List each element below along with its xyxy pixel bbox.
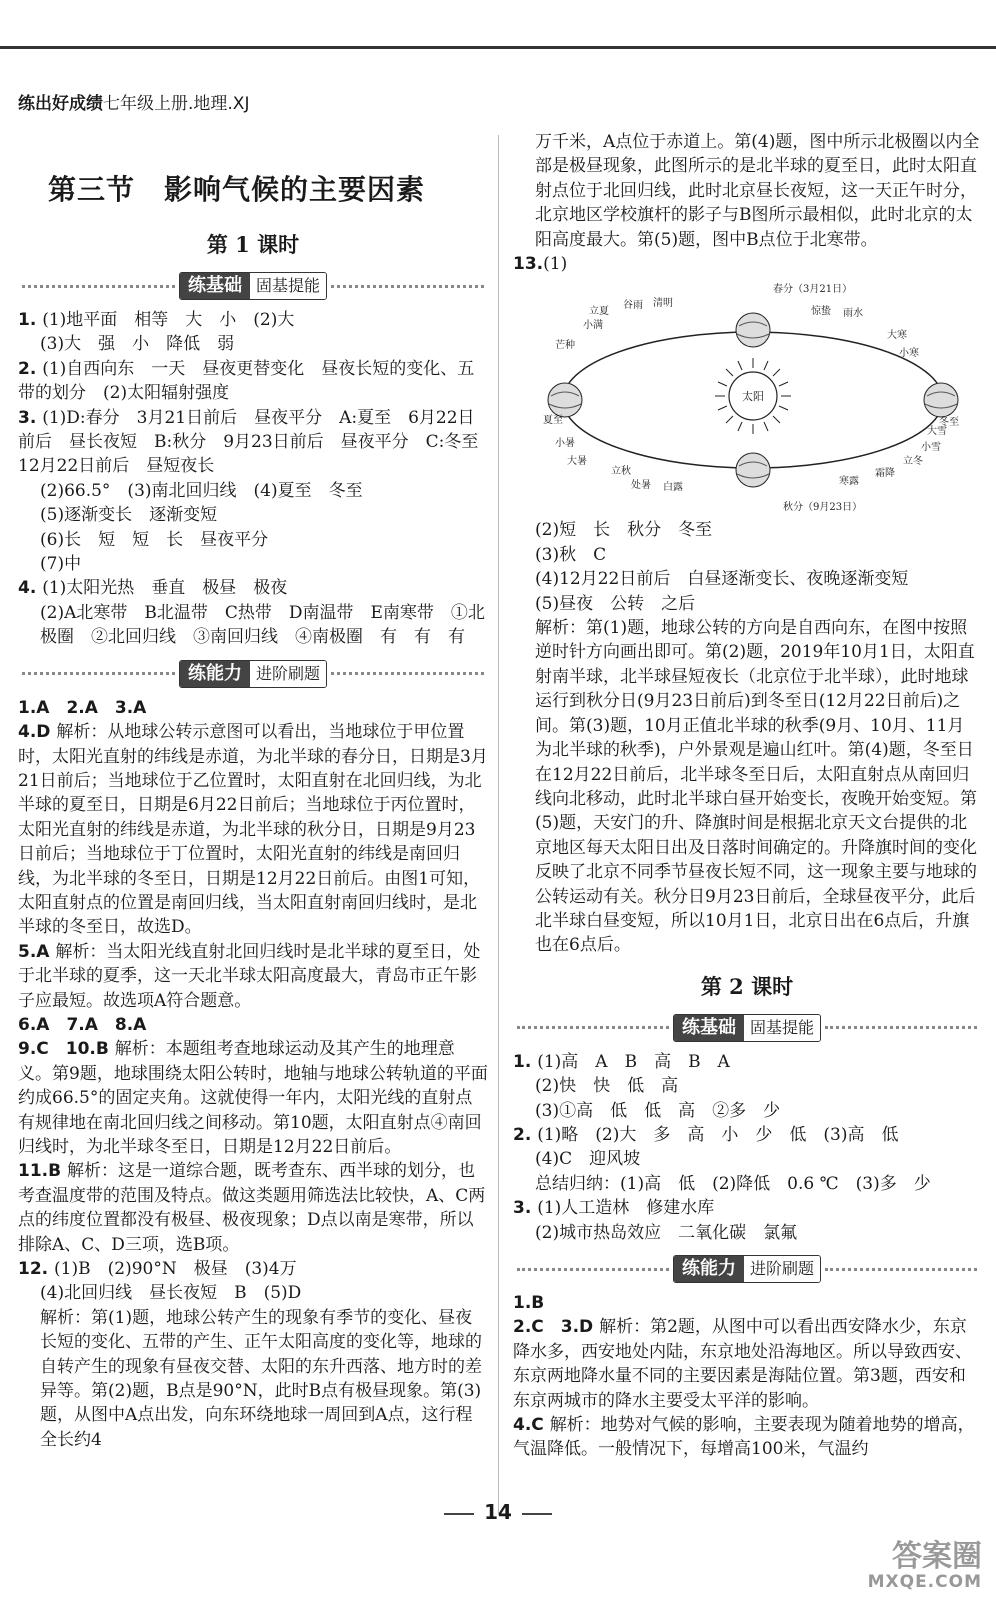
left-basic-item: [18, 332, 488, 356]
answer-text: 解析：第2题，从图中可以看出西安降水少，东京降水多，西安地处内陆，东京地处沿海地区。所以导致西安、东京两地降水量不同的主要因素是海陆位置。第3题，西安和东京两城市的降水主要受太平洋的影响。: [513, 1317, 972, 1411]
earth-spring-icon: [736, 313, 770, 347]
right-ability-item: [513, 1413, 981, 1462]
left-ability-item: [18, 1037, 488, 1159]
question-number: 9.C 10.B: [18, 1039, 115, 1060]
q13-answer-line: (5)昼夜 公转 之后: [535, 593, 696, 614]
spring-label: 春分（3月21日）: [773, 284, 853, 296]
solar-term-label: 立冬: [903, 456, 923, 468]
left-basic-item: [18, 528, 488, 552]
answer-text: (1)自西向东 一天 昼夜更替变化 昼夜长短的变化、五带的划分 (2)太阳辐射强度: [18, 358, 475, 404]
solar-term-label: 小雪: [921, 442, 941, 454]
lesson-2-title: 第 2 课时: [700, 973, 794, 999]
orbit-svg: [543, 278, 963, 518]
answer-text: (5)逐渐变长 逐渐变短: [40, 505, 218, 526]
question-number: 2.C 3.D: [513, 1317, 600, 1338]
page-number-value: 14: [484, 1500, 512, 1524]
winter-label: 冬至: [939, 417, 959, 429]
right-basic-item: [513, 1221, 981, 1245]
solar-term-label: 小满: [583, 320, 603, 332]
autumn-label: 秋分（9月23日）: [783, 502, 863, 514]
answer-text: 总结归纳：(1)高 低 (2)降低 0.6 ℃ (3)多 少: [535, 1173, 931, 1194]
left-column: [18, 132, 496, 1452]
header-brand: 练出好成绩: [18, 94, 103, 114]
right-basic-answers: [513, 1050, 981, 1245]
answer-text: (1)地平面 相等 大 小 (2)大: [42, 310, 295, 330]
answer-text: (1)人工造林 修建水库: [537, 1198, 715, 1219]
q13-number: 13.: [513, 254, 544, 275]
left-ability-item: [18, 1281, 488, 1305]
ability-banner-2: [513, 1251, 981, 1287]
right-basic-item: [513, 1050, 981, 1074]
question-number: 2.: [513, 1124, 538, 1145]
left-basic-item: [18, 503, 488, 527]
column-divider: [498, 135, 499, 1515]
question-number: 3.: [513, 1198, 538, 1219]
summer-label: 夏至: [543, 415, 563, 427]
left-basic-answers: [18, 308, 496, 650]
lesson-1-title: 第 1 课时: [206, 232, 300, 257]
q13-answers: [513, 518, 981, 616]
answer-text: (1)高 A B 高 B A: [537, 1051, 730, 1072]
answer-text: (2)城市热岛效应 二氧化碳 氯氟: [535, 1222, 798, 1243]
left-ability-item: [18, 1257, 488, 1281]
ability-badge-sub-2: 进阶刷题: [744, 1256, 820, 1282]
basic-badge-sub: 固基提能: [250, 273, 326, 299]
question-number: 3.: [18, 407, 43, 428]
question-number: 1.: [513, 1051, 538, 1072]
ability-badge-label-2: 练能力: [674, 1256, 744, 1282]
right-basic-item: [513, 1172, 981, 1196]
answer-text: (4)北回归线 昼长夜短 B (5)D: [40, 1283, 302, 1304]
solar-term-label: 大寒: [887, 330, 907, 342]
right-basic-item: [513, 1074, 981, 1098]
right-ability-item: [513, 1291, 981, 1315]
solar-term-label: 白露: [663, 482, 683, 494]
watermark-url: MXQE.COM: [867, 1571, 982, 1592]
ability-badge-label: 练能力: [180, 661, 250, 687]
watermark: [867, 1539, 982, 1594]
answer-text: 解析：本题组考查地球运动及其产生的地理意义。第9题，地球围绕太阳公转时，地轴与地球公转轨道的平面约成66.5°的固定夹角。这就使得一年内，太阳光线的直射点有规律地在南北回归线之间移动。第10题，太阳直射点④南回归线时，为北半球冬至日，日期是12月22日前后。: [18, 1039, 488, 1157]
left-ability-item: [18, 1306, 488, 1452]
answer-text: (7)中: [40, 554, 82, 575]
question-number: 4.: [18, 578, 43, 599]
left-ability-answers: [18, 696, 488, 1453]
earth-autumn-icon: [736, 453, 770, 487]
left-basic-item: [18, 406, 496, 479]
answer-text: (4)C 迎风坡: [535, 1149, 641, 1170]
running-header: [18, 92, 249, 116]
earth-winter-icon: [924, 383, 958, 417]
question-number: 4.D: [18, 722, 57, 743]
solar-term-label: 处暑: [631, 480, 651, 492]
basic-banner: [18, 268, 488, 304]
q13-analysis: 解析：第(1)题，地球公转的方向是自西向东，在图中按照逆时针方向画出即可。第(2)题，2019年10月1日，太阳直射南半球，北半球昼短夜长（北京位于北半球），此时地球运行到秋分日(9月23日前后)到冬至日(12月22日前后)之间。第(3)题，10月正值北半球的秋季(9月、10月、11月为北半球的秋季)，户外景观是遍山红叶。第(4)题，冬至日在12月22日前后，北半球冬至日后，太阳直射点从南回归线向北移动，此时北半球白昼开始变长，夜晚开始变短。第(5)题，天安门的升、降旗时间是根据北京天文台提供的北京地区每天太阳日出及日落时间确定的。升降旗时间的变化反映了北京不同季节昼夜长短不同，这一现象主要与地球的公转运动有关。秋分日9月23日前后，全球昼夜平分，此后北半球白昼变短，所以10月1日，北京日出在6点后，升旗也在6点后。: [535, 618, 977, 956]
basic-badge-sub-2: 固基提能: [744, 1015, 820, 1041]
right-column: [513, 130, 981, 1462]
right-basic-item: [513, 1147, 981, 1171]
answer-text: (2)快 快 低 高: [535, 1076, 679, 1097]
question-number: 1.A 2.A 3.A: [18, 697, 147, 718]
question-number: 1.: [18, 310, 43, 330]
solar-term-label: 立秋: [611, 466, 631, 478]
right-basic-item: [513, 1099, 981, 1123]
left-ability-item: [18, 696, 488, 720]
answer-text: 解析：第(1)题，地球公转产生的现象有季节的变化、昼夜长短的变化、五带的产生、正午太阳高度的变化等，地球的自转产生的现象有昼夜交替、太阳的东升西落、地方时的差异等。第(2)题，B点是90°N，此时B点有极昼现象。第(3)题，从图中A点出发，向东环绕地球一周回到A点，这行程全长约4: [40, 1307, 482, 1450]
solar-term-label: 小暑: [555, 438, 575, 450]
answer-text: (1)太阳光热 垂直 极昼 极夜: [42, 578, 288, 599]
left-basic-item: [18, 552, 488, 576]
right-basic-item: [513, 1196, 981, 1220]
solar-term-label: 寒露: [839, 476, 859, 488]
left-basic-item: [18, 308, 488, 332]
left-basic-item: [18, 357, 488, 406]
left-basic-item: [18, 601, 488, 650]
basic-banner-2: [513, 1010, 981, 1046]
left-ability-item: [18, 1159, 488, 1257]
answer-text: (2)66.5° (3)南北回归线 (4)夏至 冬至: [40, 480, 363, 501]
left-ability-item: [18, 1013, 488, 1037]
left-basic-item: [18, 576, 488, 600]
q12-continuation: 万千米，A点位于赤道上。第(4)题，图中所示北极圈以内全部是极昼现象，此图所示的是北半球的夏至日，此时太阳直射点位于北回归线，此时北京昼长夜短，这一天正午时分，北京地区学校旗杆的影子与B图所示最相似，此时北京的太阳高度最大。第(5)题，图中B点位于北寒带。: [535, 132, 980, 250]
question-number: 5.A: [18, 941, 56, 962]
q13-answer-line: (4)12月22日前后 白昼逐渐变长、夜晚逐渐变短: [535, 569, 909, 590]
q13-answer-line: (3)秋 C: [535, 544, 607, 565]
right-basic-item: [513, 1123, 981, 1147]
q13-first-line: [513, 252, 981, 276]
answer-text: 解析：从地球公转示意图可以看出，当地球位于甲位置时，太阳光直射的纬线是赤道，为北半球的春分日，日期是3月21日前后；当地球位于乙位置时，太阳直射在北回归线，为北半球的夏至日，日期是6月22日前后；当地球位于丙位置时，太阳光直射的纬线是赤道，为北半球的秋分日，日期是9月23日前后；当地球位于丁位置时，太阳光直射的纬线是南回归线，为北半球的冬至日，日期是12月22日前后。由图1可知，太阳直射点的位置是南回归线，当太阳直射南回归线时，是北半球的冬至日，故选D。: [18, 722, 488, 938]
answer-text: (2)A北寒带 B北温带 C热带 D南温带 E南寒带 ①北极圈 ②北回归线 ③南回归线 ④南极圈 有 有 有: [40, 602, 485, 648]
answer-text: (3)大 强 小 降低 弱: [40, 334, 235, 355]
ability-banner: [18, 656, 488, 692]
answer-text: (3)①高 低 低 高 ②多 少: [535, 1100, 781, 1121]
solar-term-label: 大暑: [567, 456, 587, 468]
question-number: 11.B: [18, 1161, 67, 1182]
answer-text: (1)D:春分 3月21日前后 昼夜平分 A:夏至 6月22日前后 昼长夜短 B:秋分 9月23日前后 昼夜平分 C:冬至 12月22日前后 昼短夜长: [18, 407, 496, 477]
top-rule: [0, 46, 996, 49]
question-number: 2.: [18, 358, 43, 379]
right-ability-answers: [513, 1291, 981, 1462]
solar-term-label: 立夏: [589, 306, 609, 318]
solar-term-label: 大雪: [927, 426, 947, 438]
left-ability-item: [18, 720, 488, 940]
right-ability-item: [513, 1315, 981, 1413]
q13-part-one: (1): [543, 254, 568, 275]
left-ability-item: [18, 940, 488, 1013]
header-subject: 七年级上册.地理.XJ: [103, 94, 250, 114]
question-number: 12.: [18, 1259, 55, 1280]
solar-term-label: 小寒: [899, 348, 919, 360]
left-basic-item: [18, 479, 488, 503]
watermark-title: 答案圈: [892, 1539, 982, 1575]
solar-term-label: 霜降: [875, 468, 895, 480]
sun-label: 太阳: [742, 390, 764, 404]
solar-term-label: 谷雨: [623, 300, 643, 312]
ability-badge-sub: 进阶刷题: [250, 661, 326, 687]
earth-orbit-diagram: [543, 278, 963, 518]
q13-answer-line: (2)短 长 秋分 冬至: [535, 520, 713, 541]
basic-badge-label-2: 练基础: [674, 1015, 744, 1041]
solar-term-label: 芒种: [555, 340, 575, 352]
question-number: 4.C: [513, 1415, 550, 1436]
question-number: 6.A 7.A 8.A: [18, 1014, 147, 1035]
answer-text: 解析：这是一道综合题，既考查东、西半球的划分，也考查温度带的范围及特点。做这类题用筛选法比较快，A、C两点的纬度位置都没有极昼、极夜现象；D点以南是寒带，所以排除A、C、D三项，选B项。: [18, 1161, 486, 1255]
answer-text: 解析：当太阳光线直射北回归线时是北半球的夏至日，处于北半球的夏季，这一天北半球太阳高度最大，青岛市正午影子应最短。故选项A符合题意。: [18, 941, 481, 1011]
answer-text: 解析：地势对气候的影响，主要表现为随着地势的增高，气温降低。一般情况下，每增高100米，气温约: [513, 1415, 975, 1460]
answer-text: (6)长 短 短 长 昼夜平分: [40, 529, 269, 550]
solar-term-label: 雨水: [843, 308, 863, 320]
basic-badge-label: 练基础: [180, 273, 250, 299]
solar-term-label: 清明: [653, 298, 673, 310]
solar-term-label: 惊蛰: [811, 306, 831, 318]
earth-summer-icon: [548, 383, 582, 417]
page-number: [0, 1500, 996, 1524]
answer-text: (1)B (2)90°N 极昼 (3)4万: [54, 1259, 297, 1280]
section-title: 第三节 影响气候的主要因素: [48, 173, 426, 206]
question-number: 1.B: [513, 1293, 545, 1313]
answer-text: (1)略 (2)大 多 高 小 少 低 (3)高 低: [537, 1124, 899, 1145]
